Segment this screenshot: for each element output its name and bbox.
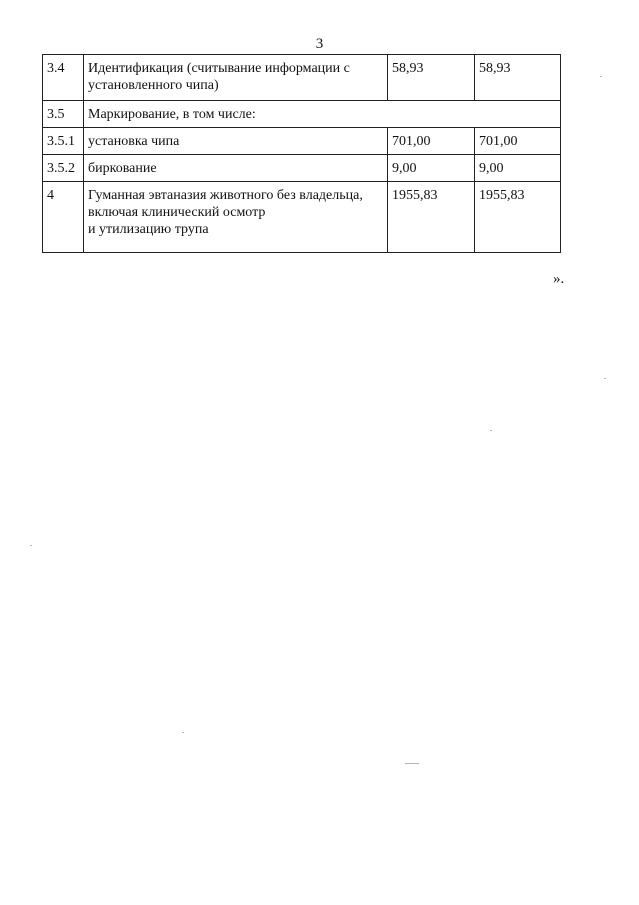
service-name-cell <box>84 182 388 253</box>
service-name-line: включая клинический осмотр <box>88 205 266 220</box>
row-number-cell: 4 <box>43 182 84 253</box>
price-cell: 701,00 <box>388 128 475 155</box>
service-name-line: Гуманная эвтаназия животного без владельца, <box>88 188 363 203</box>
service-name-cell: биркование <box>84 155 388 182</box>
closing-quote-mark: ». <box>553 271 565 287</box>
page-number: 3 <box>315 36 324 52</box>
price-table <box>42 54 561 253</box>
scan-speck <box>405 763 419 764</box>
row-number-cell: 3.5.1 <box>43 128 84 155</box>
table-row <box>43 128 561 155</box>
scan-speck <box>600 76 602 77</box>
table-row <box>43 101 561 128</box>
scan-speck <box>490 430 492 431</box>
price-cell: 58,93 <box>475 55 561 101</box>
price-cell: 9,00 <box>388 155 475 182</box>
service-name-cell: Идентификация (считывание информации с установленного чипа) <box>84 55 388 101</box>
scan-speck <box>30 545 32 546</box>
row-number-cell: 3.5.2 <box>43 155 84 182</box>
price-cell: 9,00 <box>475 155 561 182</box>
table-row <box>43 55 561 101</box>
scan-speck <box>182 732 184 733</box>
service-name-cell: установка чипа <box>84 128 388 155</box>
price-cell: 701,00 <box>475 128 561 155</box>
table-row <box>43 155 561 182</box>
service-name-line: и утилизацию трупа <box>88 222 209 237</box>
price-cell: 58,93 <box>388 55 475 101</box>
section-heading-cell: Маркирование, в том числе: <box>84 101 561 128</box>
table-row <box>43 182 561 253</box>
row-number-cell: 3.4 <box>43 55 84 101</box>
scan-speck <box>604 378 606 379</box>
row-number-cell: 3.5 <box>43 101 84 128</box>
price-cell: 1955,83 <box>475 182 561 253</box>
price-cell: 1955,83 <box>388 182 475 253</box>
